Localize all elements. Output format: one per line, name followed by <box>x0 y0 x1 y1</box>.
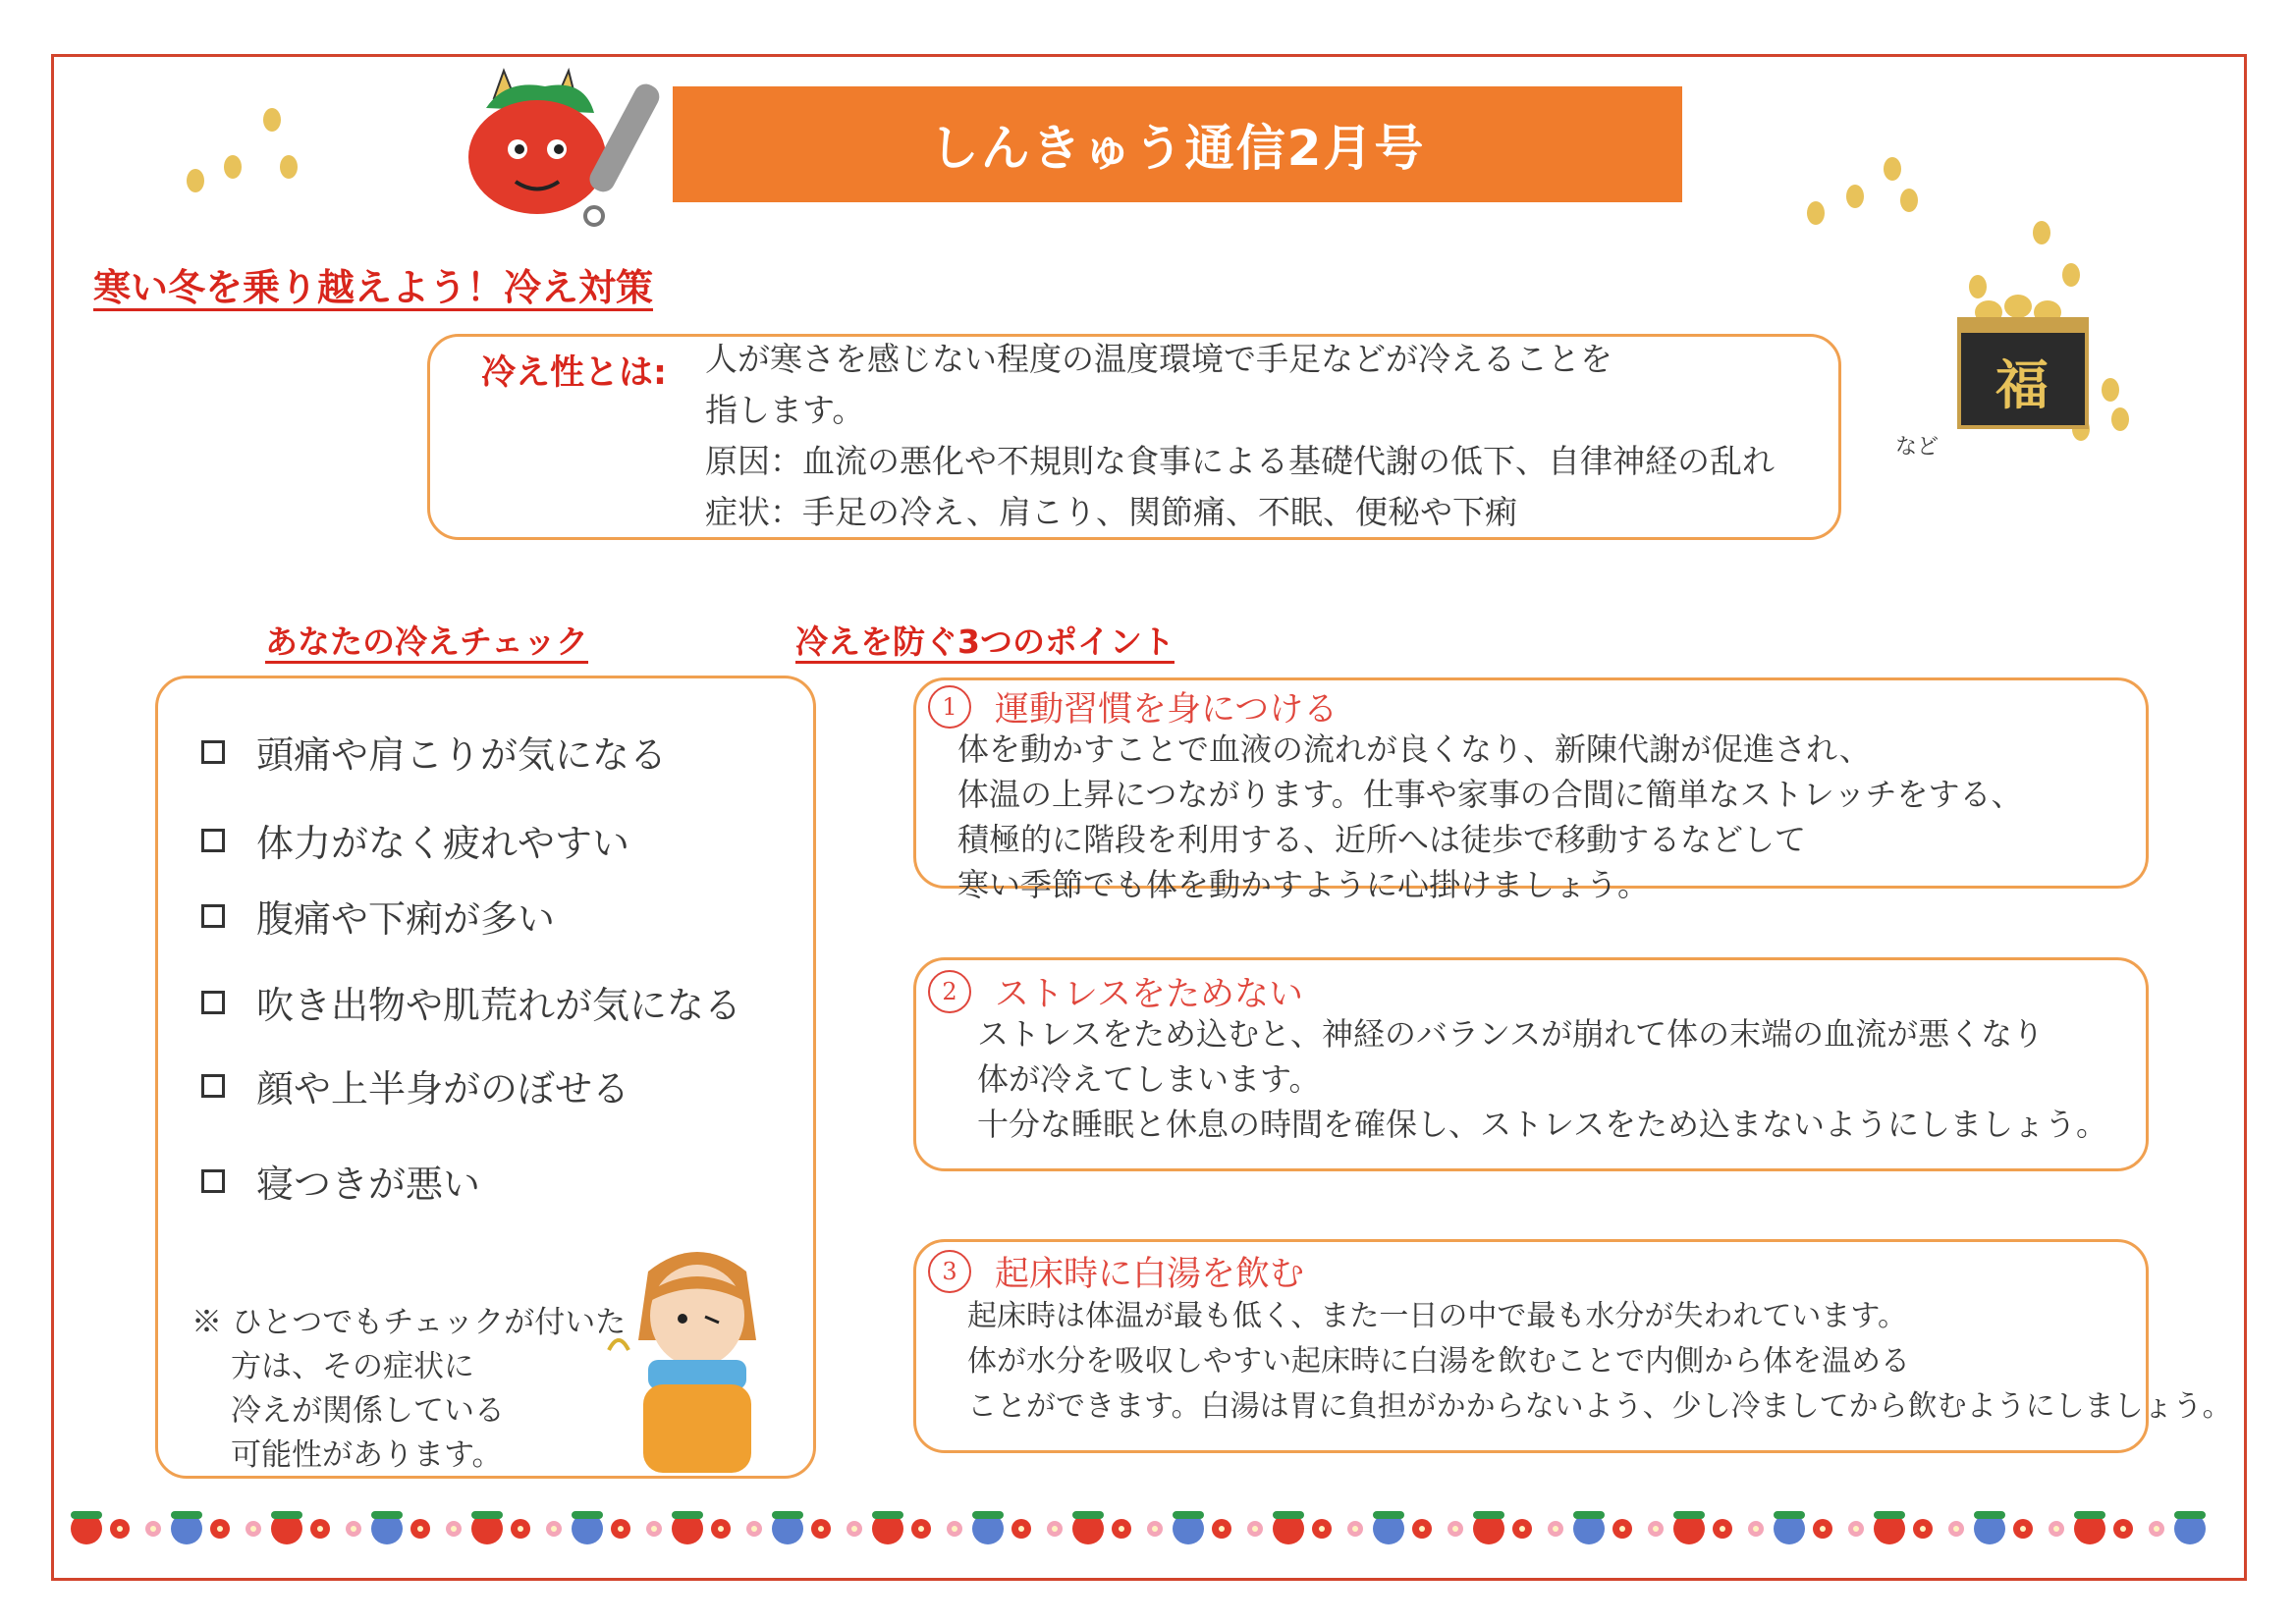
definition-label: 冷え性とは: <box>481 353 667 393</box>
plum-center-icon <box>2120 1526 2126 1532</box>
checklist-item-label: 寝つきが悪い <box>256 1163 481 1206</box>
checklist-note <box>191 1301 626 1478</box>
oni-hair-icon <box>271 1511 302 1519</box>
checklist-item[interactable] <box>201 813 629 867</box>
plum-center-icon <box>551 1526 557 1532</box>
plum-center-icon <box>1419 1526 1425 1532</box>
point-line: 十分な睡眠と休息の時間を確保し、ストレスをため込まないようにしましょう。 <box>977 1106 2108 1143</box>
plum-center-icon <box>1018 1526 1024 1532</box>
point-number-badge: 2 <box>928 970 971 1013</box>
definition-line: 症状：手足の冷え、肩こり、関節痛、不眠、便秘や下痢 <box>705 493 1517 531</box>
plum-center-icon <box>1119 1526 1124 1532</box>
bean-decoration <box>263 108 281 132</box>
point-line: 体が冷えてしまいます。 <box>977 1060 1321 1098</box>
plum-center-icon <box>618 1526 624 1532</box>
oni-hair-icon <box>1974 1511 2005 1519</box>
oni-hair-icon <box>1473 1511 1504 1519</box>
bean-decoration <box>1884 157 1901 181</box>
plum-center-icon <box>1252 1526 1258 1532</box>
oni-hair-icon <box>1072 1511 1104 1519</box>
plum-center-icon <box>1619 1526 1625 1532</box>
checklist-item-label: 顔や上半身がのぼせる <box>256 1067 630 1110</box>
point-title-2 <box>928 967 1303 1016</box>
plum-center-icon <box>2154 1526 2159 1532</box>
checklist-item[interactable] <box>201 889 555 943</box>
plum-center-icon <box>751 1526 757 1532</box>
checkbox-icon[interactable] <box>201 904 225 928</box>
checklist-item[interactable] <box>201 975 741 1029</box>
point-line: ことができます。白湯は胃に負担がかからないよう、少し冷ましてから飲むようにしましょう。 <box>967 1389 2232 1424</box>
checkbox-icon[interactable] <box>201 1074 225 1098</box>
point-title-text: 運動習慣を身につける <box>995 690 1339 730</box>
oni-hair-icon <box>2074 1511 2105 1519</box>
plum-center-icon <box>518 1526 523 1532</box>
plum-center-icon <box>2053 1526 2059 1532</box>
point-line: 体温の上昇につながります。仕事や家事の合間に簡単なストレッチをする、 <box>957 776 2023 813</box>
oni-hair-icon <box>471 1511 503 1519</box>
plum-center-icon <box>1953 1526 1959 1532</box>
plum-center-icon <box>1519 1526 1525 1532</box>
bean-decoration <box>1807 201 1825 225</box>
plum-center-icon <box>117 1526 123 1532</box>
oni-hair-icon <box>171 1511 202 1519</box>
oni-hair-icon <box>572 1511 603 1519</box>
point-line: 起床時は体温が最も低く、また一日の中で最も水分が失われています。 <box>967 1299 1907 1333</box>
plum-center-icon <box>451 1526 457 1532</box>
bean-decoration <box>224 155 242 179</box>
checklist-item-label: 頭痛や肩こりが気になる <box>256 733 668 777</box>
bean-decoration <box>2062 263 2080 287</box>
oni-hair-icon <box>1573 1511 1605 1519</box>
checklist-item-label: 腹痛や下痢が多い <box>256 897 556 941</box>
point-line: 積極的に階段を利用する、近所へは徒歩で移動するなどして <box>957 821 1807 858</box>
plum-center-icon <box>1920 1526 1926 1532</box>
cold-girl-illustration <box>589 1232 805 1473</box>
plum-center-icon <box>1219 1526 1225 1532</box>
plum-center-icon <box>351 1526 356 1532</box>
oni-hair-icon <box>1673 1511 1705 1519</box>
plum-center-icon <box>1553 1526 1558 1532</box>
oni-plum-border <box>69 1507 2229 1552</box>
red-oni-illustration <box>447 59 673 236</box>
point-line: 体が水分を吸収しやすい起床時に白湯を飲むことで内側から体を温める <box>967 1344 1910 1379</box>
plum-center-icon <box>1753 1526 1759 1532</box>
bean-decoration <box>2111 407 2129 431</box>
checklist-note-line: ※ ひとつでもチェックが付いた <box>191 1305 627 1340</box>
oni-hair-icon <box>1874 1511 1905 1519</box>
oni-hair-icon <box>772 1511 803 1519</box>
plum-center-icon <box>1653 1526 1659 1532</box>
point-number-badge: 3 <box>928 1250 971 1293</box>
point-line: 体を動かすことで血液の流れが良くなり、新陳代謝が促進され、 <box>957 731 1871 768</box>
checklist-note-line: 冷えが関係している <box>231 1393 505 1429</box>
checklist-heading: あなたの冷えチェック <box>265 623 589 661</box>
plum-center-icon <box>1720 1526 1725 1532</box>
plum-center-icon <box>851 1526 857 1532</box>
point-body-3 <box>967 1294 2232 1430</box>
definition-line: 指します。 <box>705 391 865 429</box>
oni-hair-icon <box>1774 1511 1805 1519</box>
oni-hair-icon <box>672 1511 703 1519</box>
oni-hair-icon <box>1173 1511 1204 1519</box>
plum-center-icon <box>1152 1526 1158 1532</box>
plum-center-icon <box>217 1526 223 1532</box>
plum-center-icon <box>1853 1526 1859 1532</box>
oni-hair-icon <box>1273 1511 1304 1519</box>
point-title-text: ストレスをためない <box>995 975 1303 1014</box>
plum-center-icon <box>317 1526 323 1532</box>
checklist-note-line: 方は、その症状に <box>231 1349 474 1384</box>
section-heading: 寒い冬を乗り越えよう！冷え対策 <box>93 266 654 309</box>
plum-center-icon <box>1820 1526 1826 1532</box>
checklist-item[interactable] <box>201 725 667 779</box>
definition-line: 人が寒さを感じない程度の温度環境で手足などが冷えることを <box>705 340 1612 378</box>
checkbox-icon[interactable] <box>201 1169 225 1193</box>
point-number-badge: 1 <box>928 685 971 729</box>
plum-center-icon <box>1352 1526 1358 1532</box>
checkbox-icon[interactable] <box>201 991 225 1014</box>
plum-center-icon <box>1052 1526 1058 1532</box>
newsletter-title-bar <box>673 86 1682 202</box>
plum-center-icon <box>1452 1526 1458 1532</box>
point-line: 寒い季節でも体を動かすように心掛けましょう。 <box>957 866 1650 903</box>
plum-center-icon <box>250 1526 256 1532</box>
oni-hair-icon <box>2174 1511 2206 1519</box>
checkbox-icon[interactable] <box>201 740 225 764</box>
plum-center-icon <box>150 1526 156 1532</box>
plum-center-icon <box>1319 1526 1325 1532</box>
points-heading: 冷えを防ぐ3つのポイント <box>795 623 1175 661</box>
point-line: ストレスをため込むと、神経のバランスが崩れて体の末端の血流が悪くなり <box>977 1015 2045 1053</box>
oni-hair-icon <box>371 1511 403 1519</box>
point-title-text: 起床時に白湯を飲む <box>995 1255 1305 1294</box>
bean-decoration <box>187 169 204 192</box>
bean-decoration <box>2033 221 2050 244</box>
plum-center-icon <box>651 1526 657 1532</box>
definition-text <box>705 334 1923 538</box>
checklist-item[interactable] <box>201 1058 629 1112</box>
oni-hair-icon <box>1373 1511 1404 1519</box>
checklist-item[interactable] <box>201 1154 480 1208</box>
plum-center-icon <box>818 1526 824 1532</box>
definition-line: 原因：血流の悪化や不規則な食事による基礎代謝の低下、自律神経の乱れ <box>705 442 1775 480</box>
plum-center-icon <box>718 1526 724 1532</box>
checklist-item-label: 吹き出物や肌荒れが気になる <box>256 984 742 1027</box>
point-body-2 <box>977 1011 2107 1147</box>
point-title-1 <box>928 682 1338 731</box>
plum-center-icon <box>2020 1526 2026 1532</box>
bean-decoration <box>1846 185 1864 208</box>
bean-decoration <box>2102 378 2119 402</box>
definition-note: など <box>1895 435 1940 460</box>
checkbox-icon[interactable] <box>201 829 225 852</box>
masu-fuku-label: 福 <box>1995 353 2049 416</box>
point-body-1 <box>957 727 2022 907</box>
plum-center-icon <box>952 1526 957 1532</box>
bean-decoration <box>1900 189 1918 212</box>
oni-hair-icon <box>71 1511 102 1519</box>
plum-center-icon <box>417 1526 423 1532</box>
bean-decoration <box>280 155 298 179</box>
plum-center-icon <box>918 1526 924 1532</box>
checklist-item-label: 体力がなく疲れやすい <box>256 822 630 865</box>
point-title-3 <box>928 1247 1304 1296</box>
checklist-note-line: 可能性があります。 <box>231 1437 503 1473</box>
oni-hair-icon <box>872 1511 903 1519</box>
oni-hair-icon <box>972 1511 1004 1519</box>
newsletter-title: しんきゅう通信2月号 <box>929 120 1426 177</box>
